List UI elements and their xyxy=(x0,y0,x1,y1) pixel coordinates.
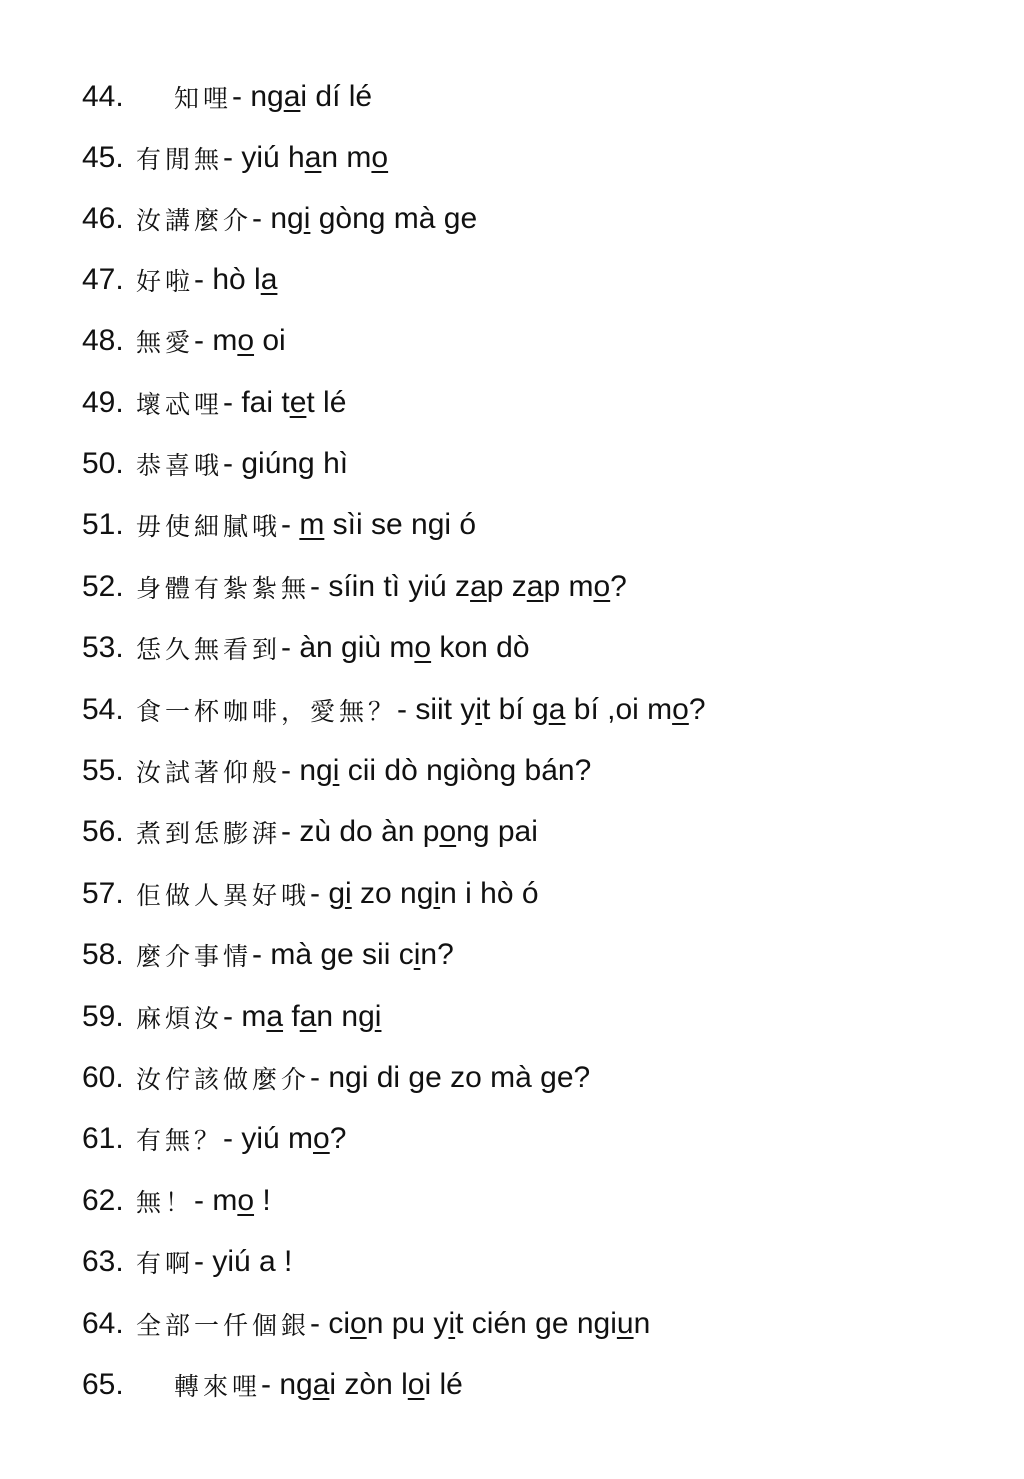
entry-romanization: - ngi gòng mà ge xyxy=(252,202,478,235)
entry-number: 57. xyxy=(82,877,124,910)
entry-number: 46. xyxy=(82,202,124,235)
underlined-vowel: a xyxy=(312,1368,330,1401)
entry-romanization: - mo ! xyxy=(194,1184,271,1217)
entry-number: 47. xyxy=(82,263,124,296)
entry-chinese: 無！ xyxy=(136,1188,195,1217)
entry-chinese: 有啊 xyxy=(136,1249,195,1278)
entry-number: 63. xyxy=(82,1245,124,1278)
entry-number: 50. xyxy=(82,447,124,480)
entry-number: 56. xyxy=(82,815,124,848)
entry-romanization: - cion pu yit cién ge ngiun xyxy=(310,1307,651,1340)
underlined-vowel: o xyxy=(407,1368,425,1401)
entry-58 xyxy=(82,930,454,980)
entry-62 xyxy=(82,1176,271,1226)
entry-64 xyxy=(82,1299,650,1349)
entry-chinese: 食一杯咖啡，愛無？ xyxy=(136,697,398,726)
underlined-vowel: i xyxy=(448,1307,456,1340)
entry-romanization: - àn giù mo kon dò xyxy=(281,631,530,664)
entry-number: 64. xyxy=(82,1307,124,1340)
underlined-vowel: a xyxy=(299,1000,317,1033)
entry-65 xyxy=(82,1360,463,1410)
underlined-vowel: a xyxy=(260,263,278,296)
entry-51 xyxy=(82,500,476,550)
underlined-vowel: e xyxy=(289,386,307,419)
entry-chinese: 知哩 xyxy=(174,84,233,113)
entry-romanization: - m sìi se ngi ó xyxy=(281,508,477,541)
underlined-vowel: i xyxy=(374,1000,382,1033)
entry-number: 44. xyxy=(82,80,124,113)
entry-romanization: - ngi cii dò ngiòng bán? xyxy=(281,754,592,787)
entry-63 xyxy=(82,1237,292,1287)
entry-chinese: 佢做人異好哦 xyxy=(136,881,311,910)
entry-romanization: - fai tet lé xyxy=(223,386,347,419)
entry-romanization: - mà ge sii cin? xyxy=(252,938,454,971)
underlined-vowel: o xyxy=(237,1184,255,1217)
entry-53 xyxy=(82,623,530,673)
entry-chinese: 恭喜哦 xyxy=(136,451,224,480)
entry-number: 52. xyxy=(82,570,124,603)
entry-romanization: - síin tì yiú zap zap mo? xyxy=(310,570,627,603)
underlined-vowel: a xyxy=(283,80,301,113)
entry-number: 61. xyxy=(82,1122,124,1155)
entry-number: 51. xyxy=(82,508,124,541)
entry-46 xyxy=(82,194,477,244)
entry-chinese: 汝講麼介 xyxy=(136,206,253,235)
underlined-vowel: o xyxy=(313,1122,330,1155)
underlined-vowel: o xyxy=(371,141,389,174)
underlined-vowel: a xyxy=(266,1000,284,1033)
entry-chinese: 有無？ xyxy=(136,1126,224,1155)
entry-romanization: - yiú han mo xyxy=(223,141,389,174)
entry-number: 62. xyxy=(82,1184,124,1217)
underlined-vowel: o xyxy=(672,693,689,726)
entry-55 xyxy=(82,746,591,796)
entry-chinese: 轉來哩 xyxy=(174,1372,262,1401)
entry-number: 58. xyxy=(82,938,124,971)
entry-45 xyxy=(82,133,388,183)
entry-chinese: 恁久無看到 xyxy=(136,635,282,664)
entry-romanization: - siit yit bí ga bí ,oi mo? xyxy=(397,693,706,726)
entry-52 xyxy=(82,562,627,612)
entry-57 xyxy=(82,869,539,919)
entry-romanization: - ma fan ngi xyxy=(223,1000,382,1033)
entry-chinese: 無愛 xyxy=(136,328,195,357)
entry-chinese: 好啦 xyxy=(136,267,195,296)
entry-44 xyxy=(82,72,372,122)
entry-50 xyxy=(82,439,348,489)
entry-romanization: - ngai dí lé xyxy=(232,80,373,113)
underlined-vowel: i xyxy=(413,938,421,971)
underlined-vowel: i xyxy=(345,877,352,910)
entry-number: 49. xyxy=(82,386,124,419)
entry-romanization: - mo oi xyxy=(194,324,286,357)
entry-romanization: - yiú a ! xyxy=(194,1245,293,1278)
entry-49 xyxy=(82,378,346,428)
entry-59 xyxy=(82,992,381,1042)
entry-romanization: - giúng hì xyxy=(223,447,349,480)
entry-number: 55. xyxy=(82,754,124,787)
underlined-vowel: m xyxy=(299,508,325,541)
entry-chinese: 身體有紮紮無 xyxy=(136,574,311,603)
entry-romanization: - gi zo ngin i hò ó xyxy=(310,877,539,910)
entry-chinese: 汝試著仰般 xyxy=(136,758,282,787)
underlined-vowel: a xyxy=(470,570,487,603)
underlined-vowel: i xyxy=(332,754,340,787)
entry-number: 45. xyxy=(82,141,124,174)
underlined-vowel: o xyxy=(439,815,457,848)
entry-number: 65. xyxy=(82,1368,124,1401)
underlined-vowel: i xyxy=(303,202,311,235)
entry-romanization: - hò la xyxy=(194,263,278,296)
entry-chinese: 煮到恁膨湃 xyxy=(136,819,282,848)
underlined-vowel: o xyxy=(414,631,432,664)
entry-romanization: - zù do àn pong pai xyxy=(281,815,538,848)
entry-romanization: - yiú mo? xyxy=(223,1122,347,1155)
entry-number: 48. xyxy=(82,324,124,357)
underlined-vowel: o xyxy=(593,570,611,603)
entry-47 xyxy=(82,255,277,305)
entry-56 xyxy=(82,807,538,857)
entry-number: 60. xyxy=(82,1061,124,1094)
underlined-vowel: a xyxy=(548,693,566,726)
entry-number: 54. xyxy=(82,693,124,726)
entry-number: 53. xyxy=(82,631,124,664)
entry-romanization: - ngi di ge zo mà ge? xyxy=(310,1061,591,1094)
entry-chinese: 毋使細膩哦 xyxy=(136,512,282,541)
entry-chinese: 有閒無 xyxy=(136,145,224,174)
entry-61 xyxy=(82,1114,346,1164)
entry-chinese: 麼介事情 xyxy=(136,942,253,971)
entry-54 xyxy=(82,685,706,735)
underlined-vowel: i xyxy=(433,877,441,910)
entry-48 xyxy=(82,316,286,366)
entry-60 xyxy=(82,1053,590,1103)
underlined-vowel: a xyxy=(526,570,544,603)
underlined-vowel: i xyxy=(475,693,483,726)
entry-chinese: 汝佇該做麼介 xyxy=(136,1065,311,1094)
underlined-vowel: o xyxy=(350,1307,367,1340)
entry-chinese: 全部一仟個銀 xyxy=(136,1311,311,1340)
entry-chinese: 麻煩汝 xyxy=(136,1004,224,1033)
entry-romanization: - ngai zòn loi lé xyxy=(261,1368,463,1401)
underlined-vowel: a xyxy=(304,141,322,174)
entry-number: 59. xyxy=(82,1000,124,1033)
entry-chinese: 壞忒哩 xyxy=(136,390,224,419)
underlined-vowel: o xyxy=(237,324,255,357)
underlined-vowel: u xyxy=(616,1307,634,1340)
